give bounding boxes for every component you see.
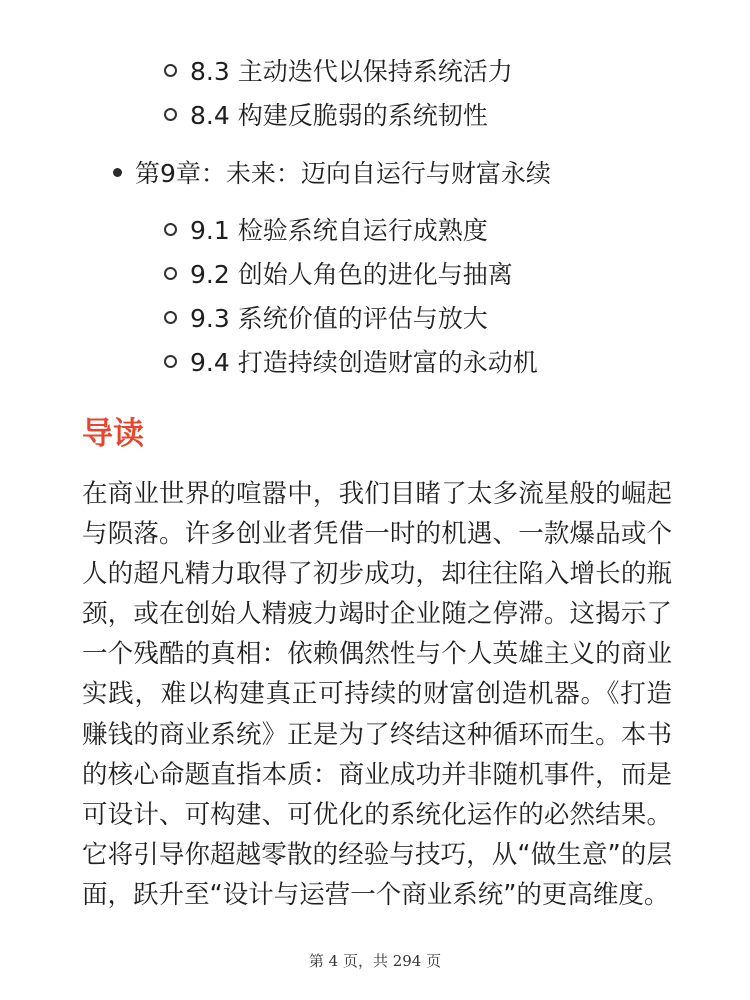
list-item	[161, 343, 538, 379]
list-item-text: 9.3 系统价值的评估与放大	[190, 304, 488, 333]
circle-bullet-icon	[164, 355, 177, 368]
list-item-text: 9.1 检验系统自运行成熟度	[190, 216, 488, 245]
circle-bullet-icon	[164, 108, 177, 121]
list-item-text: 8.4 构建反脆弱的系统韧性	[190, 101, 488, 130]
list-item	[161, 96, 488, 132]
circle-bullet-icon	[164, 64, 177, 77]
section-heading: 导读	[82, 416, 144, 452]
list-item	[161, 299, 488, 335]
chapter-item	[110, 154, 551, 190]
list-item-text: 8.3 主动迭代以保持系统活力	[190, 57, 513, 86]
chapter-title: 第9章：未来：迈向自运行与财富永续	[135, 159, 551, 188]
list-item-text: 9.4 打造持续创造财富的永动机	[190, 348, 538, 377]
body-paragraph: 在商业世界的喧嚣中，我们目睹了太多流星般的崛起与陨落。许多创业者凭借一时的机遇、一款爆品或个人的超凡精力取得了初步成功，却往往陷入增长的瓶颈，或在创始人精疲力竭时企业随之停滞。这揭示了一个残酷的真相：依赖偶然性与个人英雄主义的商业实践，难以构建真正可持续的财富创造机器。《打造赚钱的商业系统》正是为了终结这种循环而生。本书的核心命题直指本质：商业成功并非随机事件，而是可设计、可构建、可优化的系统化运作的必然结果。它将引导你超越零散的经验与技巧，从“做生意”的层面，跃升至“设计与运营一个商业系统”的更高维度。	[82, 479, 672, 910]
list-item	[161, 52, 513, 88]
disc-bullet-icon	[113, 168, 122, 177]
circle-bullet-icon	[164, 311, 177, 324]
circle-bullet-icon	[164, 267, 177, 280]
list-item	[161, 211, 488, 247]
list-item-text: 9.2 创始人角色的进化与抽离	[190, 260, 513, 289]
page-number: 第 4 页，共 294 页	[308, 952, 442, 970]
circle-bullet-icon	[164, 223, 177, 236]
list-item	[161, 255, 513, 291]
